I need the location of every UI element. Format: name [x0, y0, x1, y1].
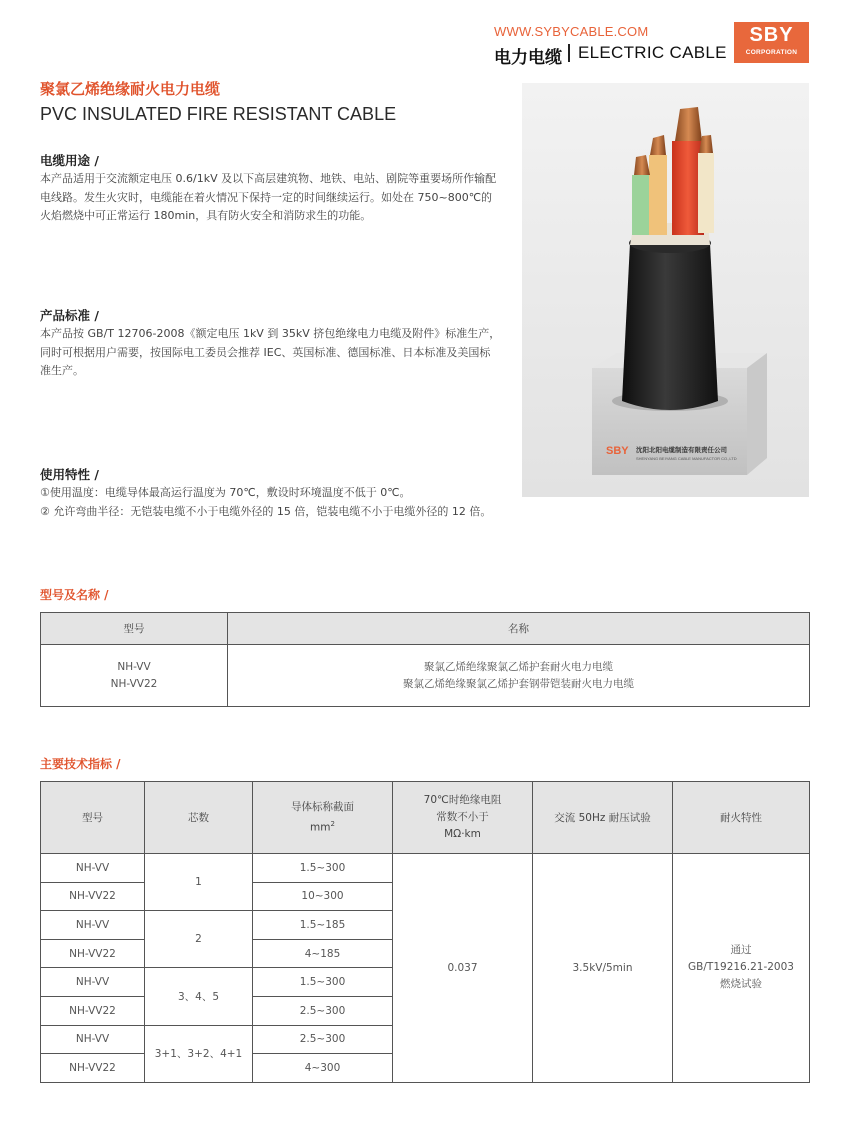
spec-cores: 2: [145, 911, 253, 968]
photo-logo: SBY: [606, 445, 629, 457]
spec-cores: 3+1、3+2、4+1: [145, 1025, 253, 1082]
spec-model: NH-VV: [41, 854, 145, 883]
standard-line: 本产品按 GB/T 12706-2008《额定电压 1kV 到 35kV 挤包绝缘电力电缆及附件》标准生产，: [40, 327, 501, 340]
spec-section: 1.5~185: [253, 911, 393, 940]
section-header-unit: $mm^2$: [310, 819, 335, 834]
standard-line: 准生产。: [40, 364, 84, 377]
spec-section: 10~300: [253, 882, 393, 911]
specs-col-resistance: [393, 782, 533, 854]
spec-section: 2.5~300: [253, 996, 393, 1025]
model-code: NH-VV: [117, 660, 151, 673]
specs-col-voltage: 交流 50Hz 耐压试验: [533, 782, 673, 854]
features-text: [40, 484, 510, 521]
header-divider: [568, 44, 570, 62]
standard-text: [40, 325, 510, 381]
cable-product-image: [522, 83, 809, 497]
header-title-en: ELECTRIC CABLE: [578, 43, 727, 62]
spec-model: NH-VV: [41, 911, 145, 940]
spec-section: 2.5~300: [253, 1025, 393, 1054]
spec-model: NH-VV22: [41, 939, 145, 968]
spec-cores: 3、4、5: [145, 968, 253, 1025]
usage-line: 电线路。发生火灾时，电缆能在着火情况下保持一定的时间继续运行。如处在 750~800℃的: [40, 190, 493, 204]
page-title-en: PVC INSULATED FIRE RESISTANT CABLE: [40, 104, 397, 124]
specs-col-model: 型号: [41, 782, 145, 854]
resistance-header-line: MΩ·km: [444, 828, 481, 840]
fire-line: GB/T19216.21-2003: [688, 961, 794, 974]
spec-resistance: 0.037: [393, 854, 533, 1083]
photo-label-cn: 沈阳北阳电缆制造有限责任公司: [636, 446, 727, 454]
resistance-header-line: 70℃时绝缘电阻: [423, 794, 502, 806]
spec-section: 4~300: [253, 1054, 393, 1083]
spec-voltage: 3.5kV/5min: [533, 854, 673, 1083]
models-table: [40, 612, 810, 707]
models-cell-name: [228, 645, 810, 707]
spec-model: NH-VV: [41, 968, 145, 997]
model-name: 聚氯乙烯绝缘聚氯乙烯护套耐火电力电缆: [424, 660, 613, 673]
cable-illustration: [522, 83, 809, 497]
models-col-model: 型号: [41, 613, 228, 645]
photo-label-en: SHENYANG BEIYANG CABLE MANUFACTOR CO.,LTD: [636, 456, 737, 461]
spec-section: 1.5~300: [253, 968, 393, 997]
page-title-cn: 聚氯乙烯绝缘耐火电力电缆: [40, 80, 221, 98]
standard-heading: 产品标准 /: [40, 308, 99, 323]
models-heading: 型号及名称 /: [40, 588, 109, 602]
spec-model: NH-VV22: [41, 882, 145, 911]
specs-col-section: [253, 782, 393, 854]
usage-heading: 电缆用途 /: [40, 153, 99, 168]
header-title-cn: 电力电缆: [494, 48, 562, 68]
features-line: ② 允许弯曲半径：无铠装电缆不小于电缆外径的 15 倍，铠装电缆不小于电缆外径的 12 倍。: [40, 504, 492, 518]
features-line: ①使用温度：电缆导体最高运行温度为 70℃，敷设时环境温度不低于 0℃。: [40, 486, 411, 499]
site-url[interactable]: WWW.SYBYCABLE.COM: [494, 24, 649, 39]
spec-fire: [673, 854, 810, 1083]
spec-cores: 1: [145, 854, 253, 911]
usage-text: [40, 170, 510, 226]
model-name: 聚氯乙烯绝缘聚氯乙烯护套钢带铠装耐火电力电缆: [403, 677, 634, 690]
specs-table: [40, 781, 810, 1083]
specs-heading: 主要技术指标 /: [40, 757, 121, 771]
spec-model: NH-VV: [41, 1025, 145, 1054]
specs-col-fire: 耐火特性: [673, 782, 810, 854]
resistance-header-line: 常数不小于: [436, 811, 489, 823]
spec-section: 1.5~300: [253, 854, 393, 883]
models-col-name: 名称: [228, 613, 810, 645]
logo-subtext: CORPORATION: [745, 49, 798, 56]
model-code: NH-VV22: [110, 677, 158, 690]
fire-line: 通过: [730, 944, 752, 957]
spec-model: NH-VV22: [41, 996, 145, 1025]
usage-line: 本产品适用于交流额定电压 0.6/1kV 及以下高层建筑物、地铁、电站、剧院等重要场所作输配: [40, 172, 497, 185]
features-heading: 使用特性 /: [40, 467, 99, 482]
spec-model: NH-VV22: [41, 1054, 145, 1083]
section-header-line: 导体标称截面: [291, 800, 354, 813]
fire-line: 燃烧试验: [720, 978, 762, 991]
spec-section: 4~185: [253, 939, 393, 968]
company-logo: [734, 22, 809, 63]
standard-line: 同时可根据用户需要，按国际电工委员会推荐 IEC、英国标准、德国标准、日本标准及美国标: [40, 345, 491, 359]
usage-line: 火焰燃烧中可正常运行 180min，具有防火安全和消防求生的功能。: [40, 209, 372, 222]
models-cell-model: [41, 645, 228, 707]
logo-text: SBY: [749, 24, 794, 46]
specs-col-cores: 芯数: [145, 782, 253, 854]
